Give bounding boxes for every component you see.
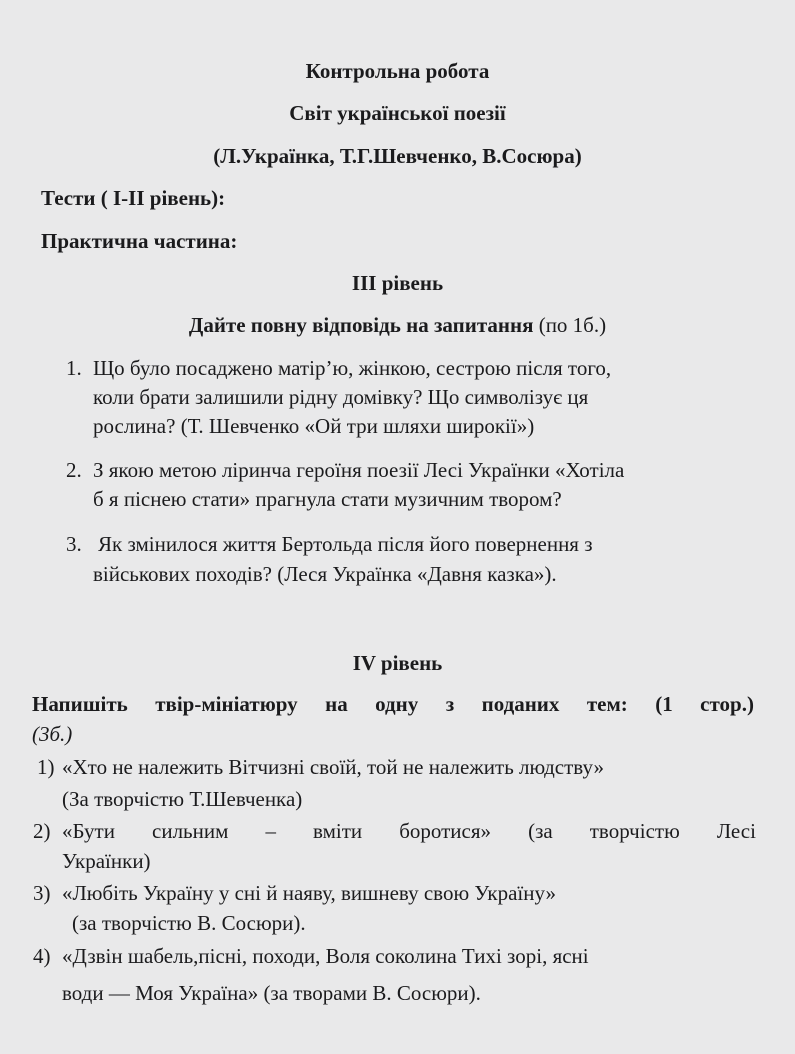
level4-instruction [32, 691, 754, 717]
tests-heading: Тести ( І-ІІ рівень): [41, 186, 226, 210]
level4-instruction-word: одну [375, 692, 419, 716]
question-1-line-3: рослина? (Т. Шевченко «Ой три шляхи широкії») [93, 414, 535, 438]
topic-2-word: боротися» [399, 819, 492, 843]
topic-2-word: Лесі [716, 819, 756, 843]
topic-4-line-2: води — Моя Україна» (за творами В. Сосюри). [62, 981, 481, 1005]
question-3-line-1: Як змінилося життя Бертольда після його повернення з [98, 532, 593, 556]
question-3-number: 3. [66, 532, 82, 556]
topic-2-word: (за [528, 819, 553, 843]
document-authors: (Л.Українка, Т.Г.Шевченко, В.Сосюра) [213, 144, 582, 168]
topic-4-line-1: «Дзвін шабель,пісні, походи, Воля соколина Тихі зорі, ясні [62, 944, 589, 968]
level4-instruction-word: (1 [655, 692, 673, 716]
question-2-line-2: б я піснею стати» прагнула стати музичним твором? [93, 487, 562, 511]
topic-2-number: 2) [33, 819, 51, 843]
topic-2-line-2: Українки) [62, 849, 151, 873]
level4-instruction-word: стор.) [700, 692, 754, 716]
topic-3-line-1: «Любіть Україну у сні й наяву, вишневу свою Україну» [62, 881, 557, 905]
level4-instruction-word: на [325, 692, 348, 716]
topic-2-word: «Бути [62, 819, 115, 843]
level3-instruction-text: Дайте повну відповідь на запитання [188, 313, 534, 337]
topic-4-number: 4) [33, 944, 51, 968]
question-1-line-1: Що було посаджено матір’ю, жінкою, сестрою після того, [93, 356, 612, 380]
practical-heading: Практична частина: [41, 229, 238, 253]
question-1-line-2: коли брати залишили рідну домівку? Що символізує ця [93, 385, 589, 409]
document-subtitle: Світ української поезії [289, 101, 506, 125]
topic-1-line-1: «Хто не належить Вітчизні своїй, той не належить людству» [62, 755, 605, 779]
topic-3-number: 3) [33, 881, 51, 905]
question-2-line-1: З якою метою ліринча героїня поезії Лесі Українки «Хотіла [93, 458, 625, 482]
level3-instruction-points: (по 1б.) [533, 313, 607, 337]
topic-2-word: – [265, 819, 276, 843]
topic-2-word: творчістю [589, 819, 680, 843]
question-3-line-2: військових походів? (Леся Українка «Давня казка»). [93, 562, 557, 586]
question-2-number: 2. [66, 458, 82, 482]
level4-instruction-word: поданих [481, 692, 560, 716]
level3-instruction [0, 312, 795, 338]
level4-points: (3б.) [32, 722, 73, 746]
level4-instruction-word: твір-мініатюру [155, 692, 298, 716]
topic-3-line-2: (за творчістю В. Сосюри). [72, 911, 306, 935]
level4-instruction-word: з [445, 692, 455, 716]
level4-instruction-word: тем: [586, 692, 628, 716]
topic-2-word: сильним [152, 819, 229, 843]
level4-instruction-word: Напишіть [32, 692, 128, 716]
question-1-number: 1. [66, 356, 82, 380]
level3-title: ІІІ рівень [351, 271, 444, 295]
topic-1-line-2: (За творчістю Т.Шевченка) [62, 787, 303, 811]
topic-2-word: вміти [313, 819, 363, 843]
level4-title: ІV рівень [352, 651, 443, 675]
document-title: Контрольна робота [305, 59, 490, 83]
topic-2-line-1 [62, 818, 756, 844]
topic-1-number: 1) [37, 755, 55, 779]
